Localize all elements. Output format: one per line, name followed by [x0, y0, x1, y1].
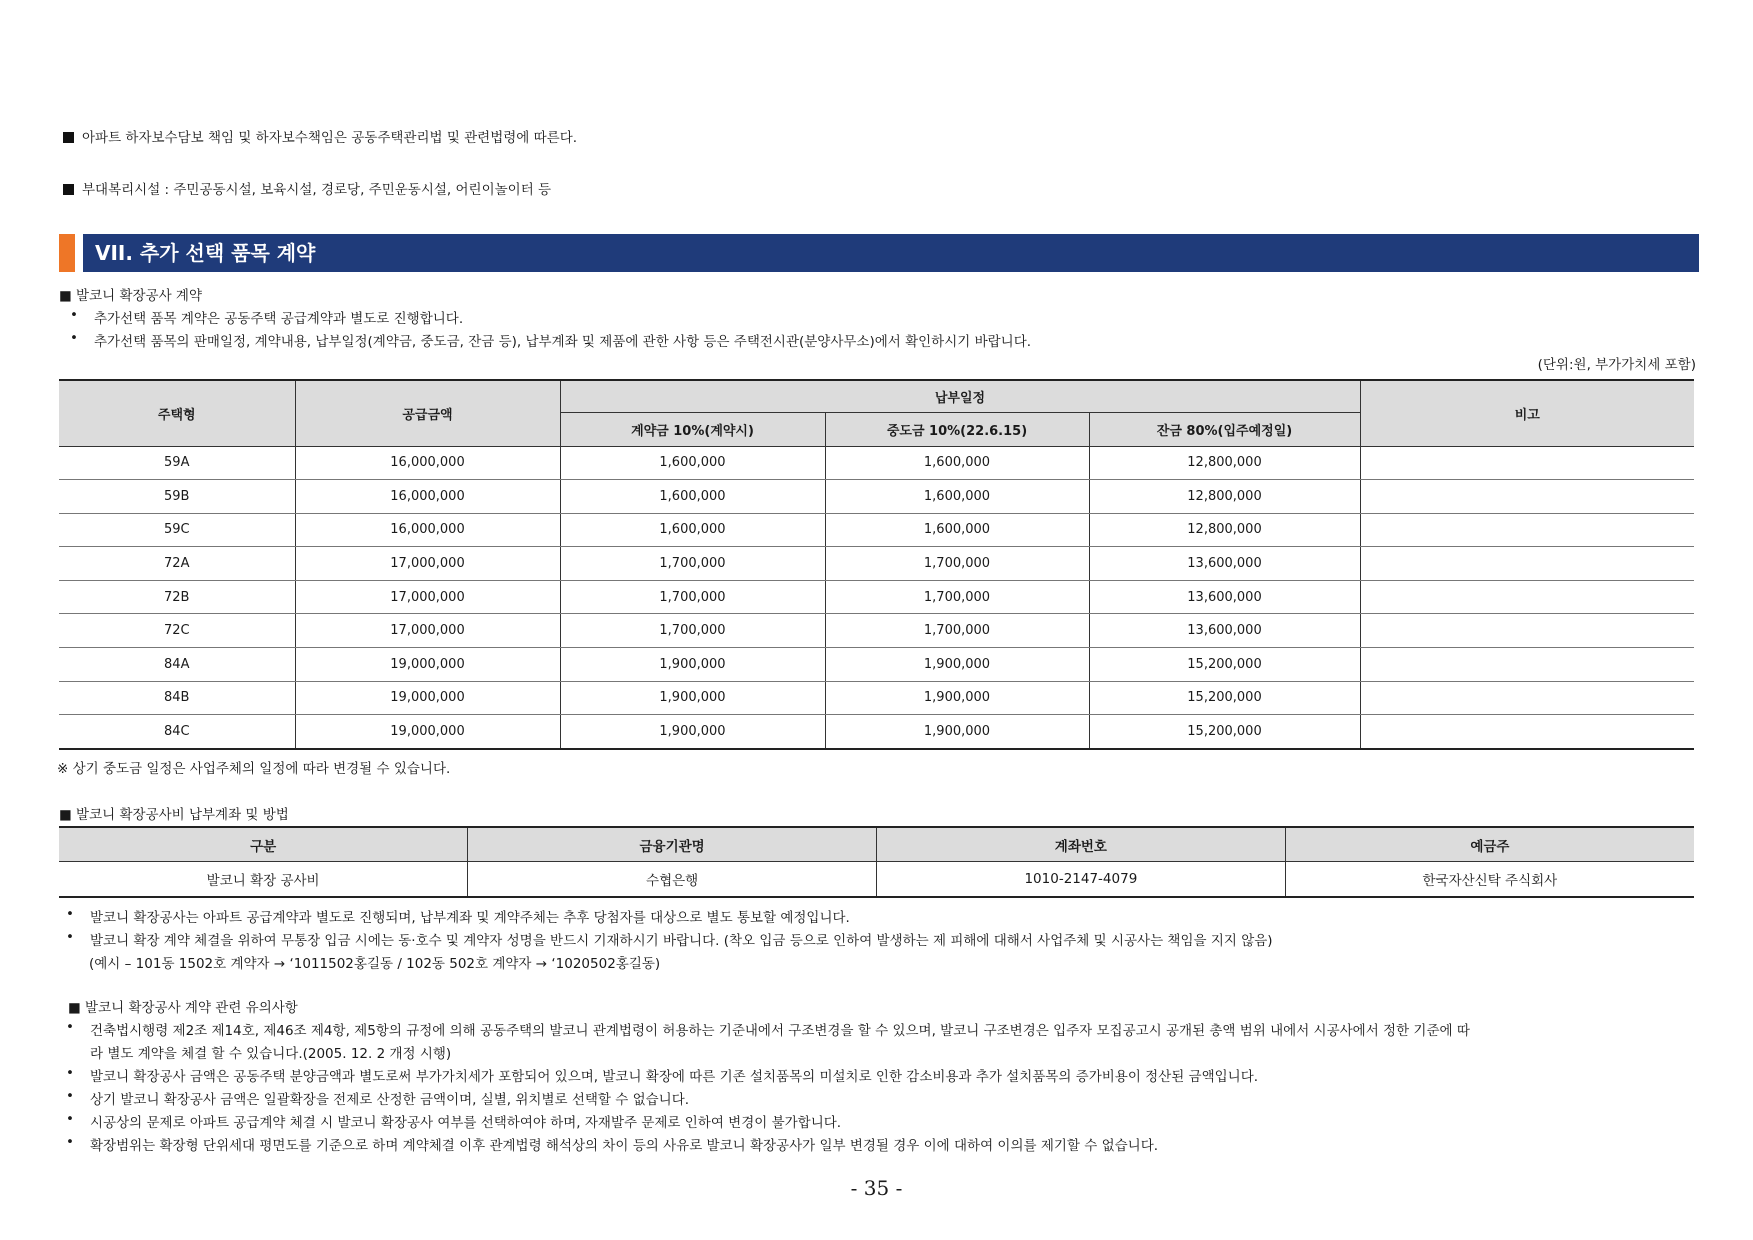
- cell-middle: 1,700,000: [825, 580, 1089, 614]
- cell-middle: 1,600,000: [825, 513, 1089, 547]
- caution-bullet-text: 건축법시행령 제2조 제14호, 제46조 제4항, 제5항의 규정에 의해 공동주택의 발코니 관계법령이 허용하는 기준내에서 구조변경을 할 수 있으며, 발코니 구조변경은 입주자 모집공고시 공개된 총액 범위 내에서 시공사에서 정한 기준에 따: [90, 1023, 1470, 1039]
- cell-supply: 16,000,000: [295, 446, 560, 480]
- cell-supply: 19,000,000: [295, 648, 560, 682]
- cell-type: 72C: [59, 614, 295, 648]
- cell-supply: 17,000,000: [295, 580, 560, 614]
- caution-bullet-text: 확장범위는 확장형 단위세대 평면도를 기준으로 하며 계약체결 이후 관계법령 해석상의 차이 등의 사유로 발코니 확장공사가 일부 변경될 경우 이에 대하여 이의를 제기할 수 없습니다.: [90, 1138, 1159, 1154]
- note-warranty-text: 아파트 하자보수담보 책임 및 하자보수책임은 공동주택관리법 및 관련법령에 따른다.: [82, 130, 578, 146]
- account-header-bank: 금융기관명: [468, 827, 877, 862]
- cell-remark: [1360, 681, 1694, 715]
- cell-type: 72B: [59, 580, 295, 614]
- balcony-bullet-text: 추가선택 품목의 판매일정, 계약내용, 납부일정(계약금, 중도금, 잔금 등), 납부계좌 및 제품에 관한 사항 등은 주택전시관(분양사무소)에서 확인하시기 바랍니다.: [94, 334, 1032, 350]
- cell-balance: 13,600,000: [1089, 614, 1360, 648]
- caution-bullet-text: 발코니 확장공사 금액은 공동주택 분양금액과 별도로써 부가가치세가 포함되어 있으며, 발코니 확장에 따른 기존 설치품목의 미설치로 인한 감소비용과 추가 설치품목의 증가비용이 정산된 금액입니다.: [90, 1069, 1259, 1085]
- cell-remark: [1360, 446, 1694, 480]
- balcony-bullet-text: 추가선택 품목 계약은 공동주택 공급계약과 별도로 진행합니다.: [94, 311, 464, 327]
- cell-contract: 1,900,000: [560, 648, 825, 682]
- price-table: [59, 379, 1694, 750]
- cell-balance: 13,600,000: [1089, 547, 1360, 581]
- account-bullet-text: 발코니 확장 계약 체결을 위하여 무통장 입금 시에는 동·호수 및 계약자 성명을 반드시 기재하시기 바랍니다. (착오 입금 등으로 인하여 발생하는 제 피해에 대해서 사업주체 및 시공사는 책임을 지지 않음): [90, 933, 1273, 949]
- bullet-dot-icon: •: [66, 906, 74, 922]
- cell-contract: 1,600,000: [560, 480, 825, 514]
- note-facilities-text: 부대복리시설 : 주민공동시설, 보육시설, 경로당, 주민운동시설, 어린이놀이터 등: [82, 182, 552, 198]
- table-row: [59, 715, 1694, 749]
- cell-middle: 1,600,000: [825, 480, 1089, 514]
- cell-supply: 17,000,000: [295, 547, 560, 581]
- table-row: [59, 446, 1694, 480]
- cell-contract: 1,700,000: [560, 547, 825, 581]
- section-accent-bar: [59, 234, 75, 272]
- caution-bullet-text: 시공상의 문제로 아파트 공급계약 체결 시 발코니 확장공사 여부를 선택하여야 하며, 자재발주 문제로 인하여 변경이 불가합니다.: [90, 1115, 842, 1131]
- bullet-dot-icon: •: [66, 1134, 74, 1150]
- cell-contract: 1,700,000: [560, 580, 825, 614]
- cell-middle: 1,900,000: [825, 681, 1089, 715]
- balcony-heading: ■ 발코니 확장공사 계약: [59, 288, 202, 304]
- cell-remark: [1360, 480, 1694, 514]
- header-balance: 잔금 80%(입주예정일): [1089, 412, 1360, 446]
- cell-middle: 1,700,000: [825, 614, 1089, 648]
- bullet-dot-icon: •: [70, 330, 78, 346]
- header-middle: 중도금 10%(22.6.15): [825, 412, 1089, 446]
- cell-type: 59C: [59, 513, 295, 547]
- bullet-dot-icon: •: [66, 1065, 74, 1081]
- cell-remark: [1360, 715, 1694, 749]
- cell-remark: [1360, 513, 1694, 547]
- cell-middle: 1,700,000: [825, 547, 1089, 581]
- cell-supply: 19,000,000: [295, 681, 560, 715]
- account-header-holder: 예금주: [1285, 827, 1694, 862]
- unit-note: (단위:원, 부가가치세 포함): [1537, 357, 1696, 373]
- cell-middle: 1,900,000: [825, 648, 1089, 682]
- table-row: [59, 681, 1694, 715]
- account-holder: 한국자산신탁 주식회사: [1285, 862, 1694, 898]
- cell-type: 59B: [59, 480, 295, 514]
- cell-contract: 1,900,000: [560, 715, 825, 749]
- table-row: [59, 580, 1694, 614]
- cell-type: 84B: [59, 681, 295, 715]
- account-table: [59, 826, 1694, 898]
- note-facilities: [63, 178, 551, 198]
- balcony-bullet: [70, 330, 1032, 350]
- square-bullet-icon: [63, 184, 74, 195]
- table-row: [59, 547, 1694, 581]
- bullet-dot-icon: •: [66, 1019, 74, 1035]
- header-remark: 비고: [1360, 380, 1694, 446]
- price-footnote: ※ 상기 중도금 일정은 사업주체의 일정에 따라 변경될 수 있습니다.: [57, 761, 451, 777]
- bullet-dot-icon: •: [70, 307, 78, 323]
- page-number: - 35 -: [850, 1176, 903, 1200]
- section-title: VII. 추가 선택 품목 계약: [83, 234, 1699, 272]
- cell-contract: 1,600,000: [560, 513, 825, 547]
- cell-supply: 17,000,000: [295, 614, 560, 648]
- account-bullet-text: 발코니 확장공사는 아파트 공급계약과 별도로 진행되며, 납부계좌 및 계약주체는 추후 당첨자를 대상으로 별도 통보할 예정입니다.: [90, 910, 850, 926]
- cell-remark: [1360, 648, 1694, 682]
- cell-middle: 1,900,000: [825, 715, 1089, 749]
- caution-bullet: [66, 1088, 690, 1108]
- bullet-dot-icon: •: [66, 929, 74, 945]
- cell-supply: 16,000,000: [295, 513, 560, 547]
- cell-supply: 19,000,000: [295, 715, 560, 749]
- cell-type: 59A: [59, 446, 295, 480]
- caution-bullet-continuation: 라 별도 계약을 체결 할 수 있습니다.(2005. 12. 2 개정 시행): [90, 1046, 452, 1062]
- cell-type: 72A: [59, 547, 295, 581]
- cell-contract: 1,900,000: [560, 681, 825, 715]
- cell-middle: 1,600,000: [825, 446, 1089, 480]
- cell-remark: [1360, 580, 1694, 614]
- balcony-bullet: [70, 307, 464, 327]
- account-bullet: [66, 906, 850, 926]
- cell-balance: 15,200,000: [1089, 715, 1360, 749]
- caution-bullet: [66, 1134, 1159, 1154]
- bullet-dot-icon: •: [66, 1088, 74, 1104]
- cell-balance: 12,800,000: [1089, 480, 1360, 514]
- cell-balance: 15,200,000: [1089, 681, 1360, 715]
- cell-contract: 1,700,000: [560, 614, 825, 648]
- caution-bullet: [66, 1019, 1470, 1039]
- cell-balance: 12,800,000: [1089, 446, 1360, 480]
- cell-remark: [1360, 614, 1694, 648]
- caution-bullet: [66, 1111, 842, 1131]
- bullet-dot-icon: •: [66, 1111, 74, 1127]
- header-schedule: 납부일정: [560, 380, 1360, 412]
- table-row: [59, 513, 1694, 547]
- cell-balance: 12,800,000: [1089, 513, 1360, 547]
- account-header-category: 구분: [59, 827, 468, 862]
- account-header-number: 계좌번호: [877, 827, 1286, 862]
- note-warranty: [63, 126, 577, 146]
- account-example: (예시 – 101동 1502호 계약자 → ‘1011502홍길동 / 102동 502호 계약자 → ‘1020502홍길동): [89, 956, 661, 972]
- square-bullet-icon: [63, 132, 74, 143]
- table-row: [59, 648, 1694, 682]
- cell-supply: 16,000,000: [295, 480, 560, 514]
- table-row: [59, 480, 1694, 514]
- account-category: 발코니 확장 공사비: [206, 873, 320, 889]
- cautions-heading: ■ 발코니 확장공사 계약 관련 유의사항: [68, 1000, 298, 1016]
- cell-type: 84A: [59, 648, 295, 682]
- account-bullet: [66, 929, 1273, 949]
- caution-bullet-text: 상기 발코니 확장공사 금액은 일괄확장을 전제로 산정한 금액이며, 실별, 위치별로 선택할 수 없습니다.: [90, 1092, 690, 1108]
- caution-bullet: [66, 1065, 1259, 1085]
- cell-contract: 1,600,000: [560, 446, 825, 480]
- table-row: [59, 614, 1694, 648]
- cell-type: 84C: [59, 715, 295, 749]
- account-heading: ■ 발코니 확장공사비 납부계좌 및 방법: [59, 807, 289, 823]
- account-bank: 수협은행: [468, 862, 877, 898]
- cell-balance: 13,600,000: [1089, 580, 1360, 614]
- account-number: 1010-2147-4079: [877, 862, 1286, 898]
- cell-balance: 15,200,000: [1089, 648, 1360, 682]
- header-contract: 계약금 10%(계약시): [560, 412, 825, 446]
- header-type: 주택형: [59, 380, 295, 446]
- cell-remark: [1360, 547, 1694, 581]
- header-supply: 공급금액: [295, 380, 560, 446]
